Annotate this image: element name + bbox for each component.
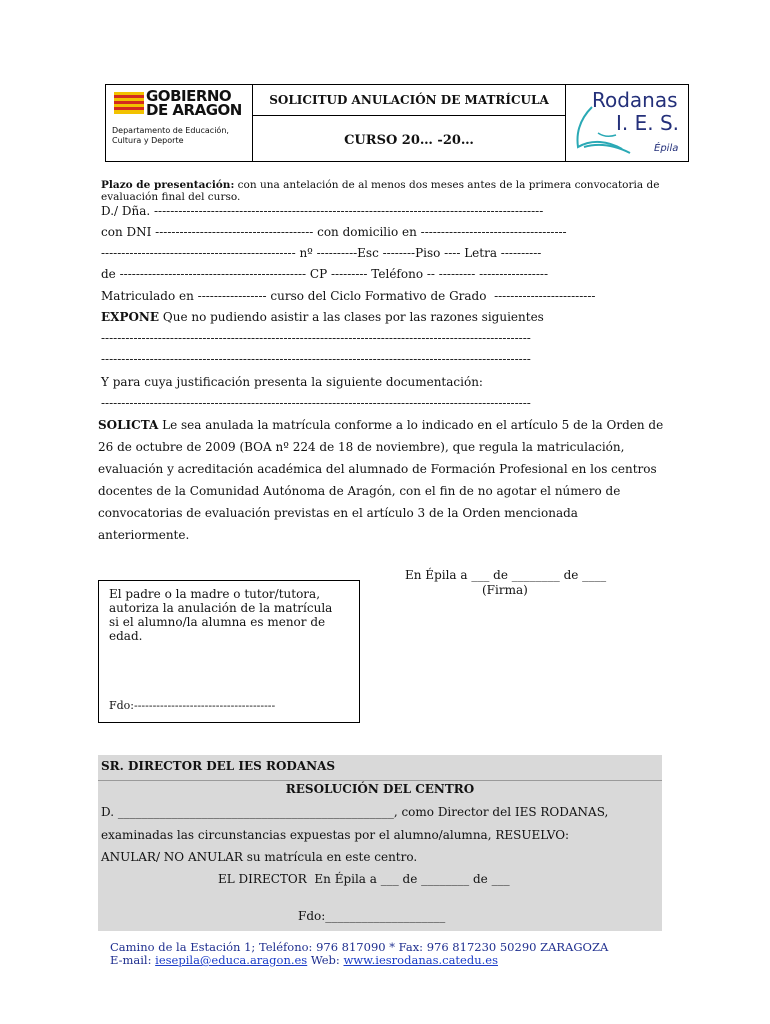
aragon-flag-icon [114,92,144,114]
resolution-section [98,755,662,931]
submission-deadline [101,179,701,203]
course-year: CURSO 20… -20… [344,133,474,148]
resolution-signature-line: Fdo:____________________ [298,909,446,923]
street-number-line: ------------------------------------------------ nº ----------Esc --------Piso ---- Letra ---------- [101,246,542,260]
place-date-line: En Épila a ___ de ________ de ____ [405,568,607,582]
resolution-title: RESOLUCIÓN DEL CENTRO [285,782,475,796]
email-label: E-mail: [110,953,156,967]
city-phone-line: de ---------------------------------------------- CP --------- Teléfono -- --------- ----------------- [101,267,549,281]
resolution-decision-line: ANULAR/ NO ANULAR su matrícula en este centro. [101,850,418,864]
gov-name-line2: DE ARAGON [146,101,242,119]
logo-ies: I. E. S. [616,111,680,135]
deadline-label: Plazo de presentación: [101,179,235,191]
signature-label: (Firma) [482,583,528,597]
book-wave-icon [570,103,650,155]
department-line2: Cultura y Deporte [112,136,184,145]
applicant-name-line: D./ Dña. ------------------------------------------------------------------------------------------------ [101,204,544,218]
gov-name-line1: GOBIERNO [146,87,232,105]
department-text [112,126,247,146]
reasons-line-2: ---------------------------------------------------------------------------------------------------------- [101,352,531,366]
request-paragraph [98,414,686,546]
guardian-line-4: edad. [109,629,143,643]
school-logo-cell [566,85,688,161]
email-link[interactable]: iesepila@educa.aragon.es [155,953,308,967]
reasons-line-1: ---------------------------------------------------------------------------------------------------------- [101,331,531,345]
title-cell [253,85,566,161]
header-table [105,84,689,162]
guardian-line-2: autoriza la anulación de la matrícula [109,601,333,615]
logo-name: Rodanas [592,88,678,112]
request-line-4: docentes de la Comunidad Autónoma de Aragón, con el fin de no agotar el número de [98,484,621,498]
resolution-director-date: EL DIRECTOR En Épila a ___ de ________ de ___ [218,872,510,886]
expone-line [101,310,544,324]
director-heading: SR. DIRECTOR DEL IES RODANAS [101,759,336,773]
expone-text: Que no pudiendo asistir a las clases por las razones siguientes [159,310,544,324]
footer-address: Camino de la Estación 1; Teléfono: 976 817090 * Fax: 976 817230 50290 ZARAGOZA [110,940,609,954]
enrolled-course-line: Matriculado en ----------------- curso del Ciclo Formativo de Grado ------------------------- [101,289,596,303]
request-line-1: Le sea anulada la matrícula conforme a lo indicado en el artículo 5 de la Orden de [158,418,664,432]
resolution-divider [98,780,662,781]
expone-label: EXPONE [101,310,160,324]
request-line-2: 26 de octubre de 2009 (BOA nº 224 de 18 de noviembre), que regula la matriculación, [98,440,625,454]
documentation-line: ---------------------------------------------------------------------------------------------------------- [101,396,531,410]
form-title: SOLICITUD ANULACIÓN DE MATRÍCULA [269,93,549,107]
deadline-text-1: con una antelación de al menos dos meses antes de la primera convocatoria de [234,179,660,191]
web-label: Web: [307,953,344,967]
guardian-line-1: El padre o la madre o tutor/tutora, [109,587,321,601]
government-logo-cell [106,85,253,161]
department-line1: Departamento de Educación, [112,126,229,135]
solicta-label: SOLICTA [98,418,159,432]
title-divider [253,115,565,116]
request-line-3: evaluación y acreditación académica del alumnado de Formación Profesional en los centros [98,462,657,476]
documentation-heading: Y para cuya justificación presenta la siguiente documentación: [101,375,483,389]
resolution-circumstances-line: examinadas las circunstancias expuestas por el alumno/alumna, RESUELVO: [101,828,570,842]
dni-address-line: con DNI --------------------------------------- con domicilio en ------------------------------------ [101,225,567,239]
guardian-authorization-box [98,580,360,723]
resolution-director-line: D. ______________________________________________, como Director del IES RODANAS, [101,805,609,819]
website-link[interactable]: www.iesrodanas.catedu.es [343,953,498,967]
request-line-6: anteriormente. [98,528,190,542]
request-line-5: convocatorias de evaluación previstas en el artículo 3 de la Orden mencionada [98,506,578,520]
deadline-text-2: evaluación final del curso. [101,191,241,203]
guardian-line-3: si el alumno/la alumna es menor de [109,615,326,629]
guardian-signature-line: Fdo:-------------------------------------- [109,699,276,712]
footer-contact [110,953,498,967]
logo-town: Épila [654,143,679,154]
